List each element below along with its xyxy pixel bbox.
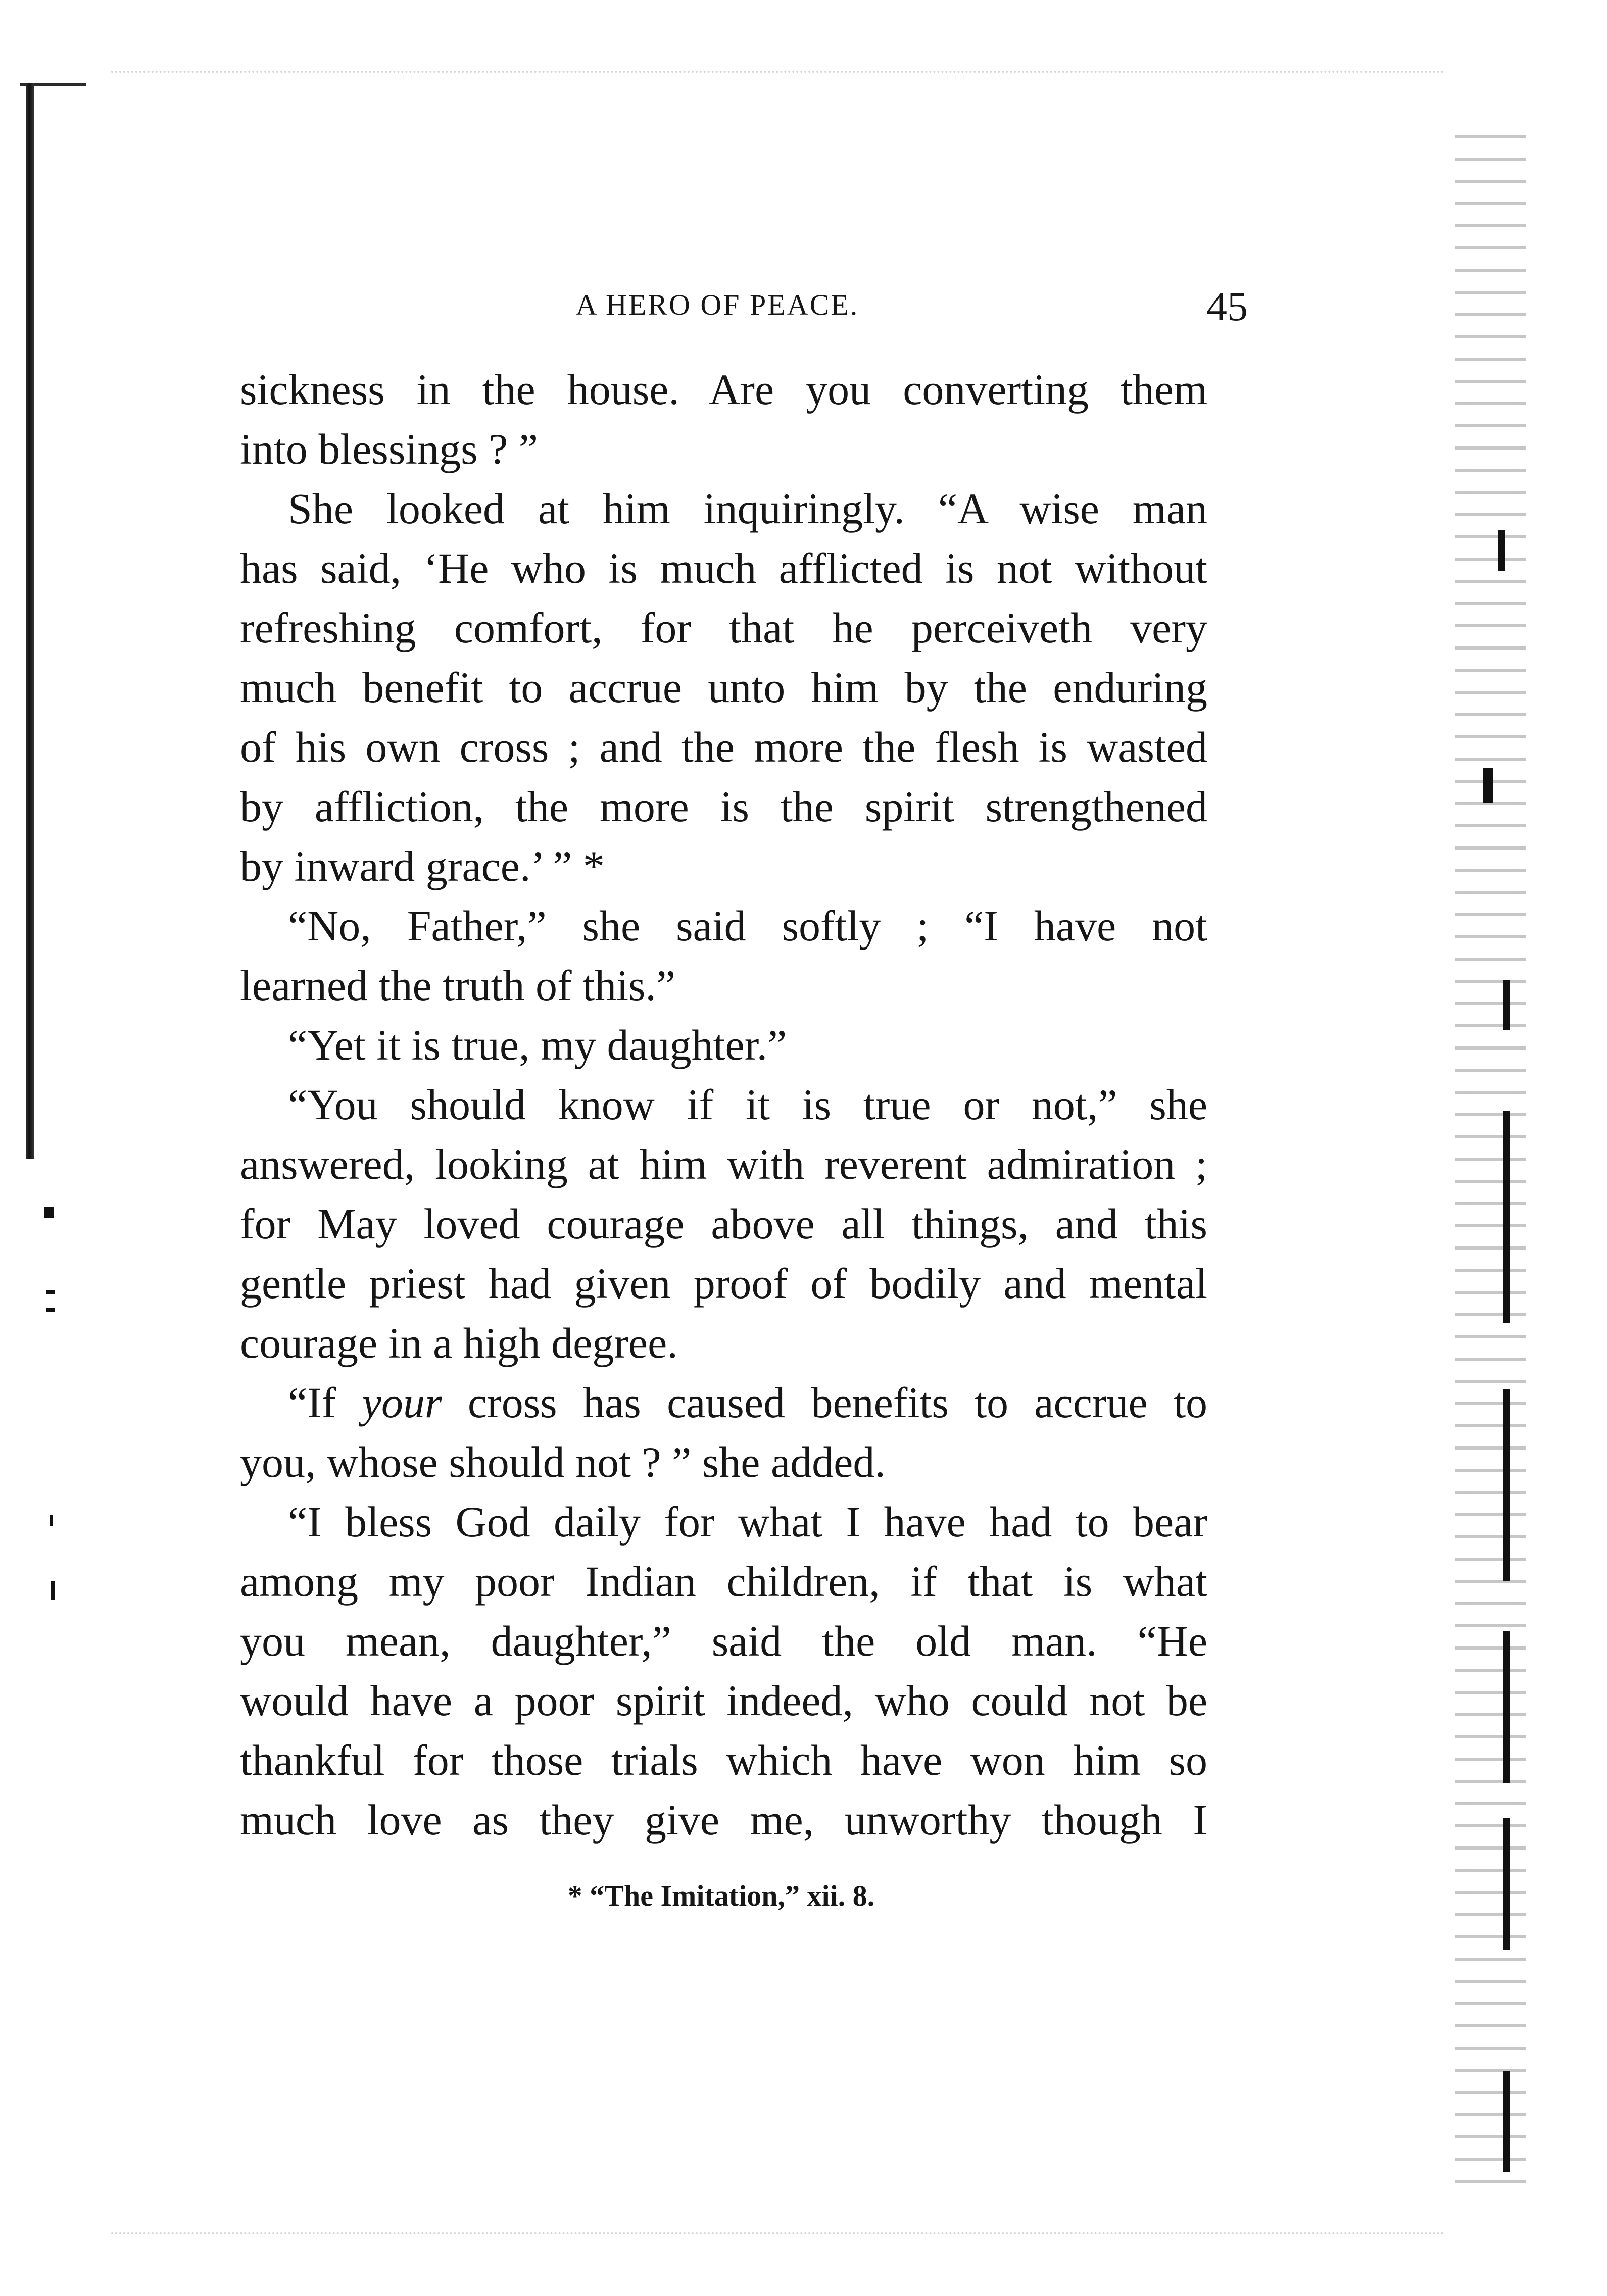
scan-margin-rule <box>26 83 34 1159</box>
text-line: courage in a high degree. <box>240 1319 678 1367</box>
body-text <box>240 360 1207 1850</box>
text-line: would have a poor spirit indeed, who could not be <box>240 1676 1207 1725</box>
scan-edge-right <box>1455 116 1526 2187</box>
scan-edge-top <box>111 71 1445 73</box>
text-line: gentle priest had given proof of bodily and mental <box>240 1259 1207 1308</box>
scan-speck <box>46 1308 55 1312</box>
text-line: “Yet it is true, my daughter.” <box>288 1021 787 1069</box>
text-line: into blessings ? ” <box>240 425 538 473</box>
text-line: much benefit to accrue unto him by the enduring <box>240 663 1207 712</box>
scan-edge-mark <box>1503 1111 1510 1323</box>
text-line: by affliction, the more is the spirit strengthened <box>240 782 1207 831</box>
scan-speck <box>44 1207 54 1218</box>
scan-edge-mark <box>1503 1818 1510 1950</box>
text-line: among my poor Indian children, if that is what <box>240 1557 1207 1606</box>
text-line: you, whose should not ? ” she added. <box>240 1438 886 1486</box>
page-number: 45 <box>1206 283 1248 329</box>
text-line: has said, ‘He who is much afflicted is not without <box>240 544 1207 592</box>
scan-edge-mark <box>1503 1631 1510 1783</box>
text-line: by inward grace.’ ” * <box>240 842 605 890</box>
text-fragment: cross has caused benefits to accrue to <box>442 1378 1207 1427</box>
scan-speck <box>50 1515 53 1526</box>
scan-edge-mark <box>1503 980 1510 1030</box>
scan-speck <box>51 1581 55 1600</box>
scan-edge-mark <box>1483 768 1493 803</box>
text-line: sickness in the house. Are you converting them <box>240 365 1207 414</box>
text-line: for May loved courage above all things, and this <box>240 1200 1207 1248</box>
scan-edge-bottom <box>111 2232 1445 2234</box>
scan-edge-mark <box>1498 530 1505 571</box>
text-line: She looked at him inquiringly. “A wise man <box>288 484 1207 533</box>
running-head: A HERO OF PEACE. <box>575 288 859 321</box>
text-fragment: “If <box>288 1378 362 1427</box>
scan-speck <box>46 1290 55 1294</box>
text-line: much love as they give me, unworthy though I <box>240 1795 1207 1844</box>
text-line: you mean, daughter,” said the old man. “He <box>240 1617 1207 1665</box>
text-line: “You should know if it is true or not,” she <box>288 1080 1207 1129</box>
text-line: of his own cross ; and the more the flesh is wasted <box>240 723 1207 771</box>
emphasized-word: your <box>362 1378 442 1427</box>
scan-edge-mark <box>1503 1389 1510 1581</box>
text-line: thankful for those trials which have won him so <box>240 1736 1207 1784</box>
text-line-with-emphasis <box>240 1373 1207 1432</box>
text-line: “I bless God daily for what I have had to bear <box>288 1498 1207 1546</box>
text-line: learned the truth of this.” <box>240 961 676 1010</box>
text-line: answered, looking at him with reverent admiration ; <box>240 1140 1207 1188</box>
scan-edge-mark <box>1503 2071 1510 2172</box>
text-line: refreshing comfort, for that he perceiveth very <box>240 604 1207 652</box>
footnote: * “The Imitation,” xii. 8. <box>567 1879 875 1912</box>
text-line: “No, Father,” she said softly ; “I have not <box>288 902 1207 950</box>
